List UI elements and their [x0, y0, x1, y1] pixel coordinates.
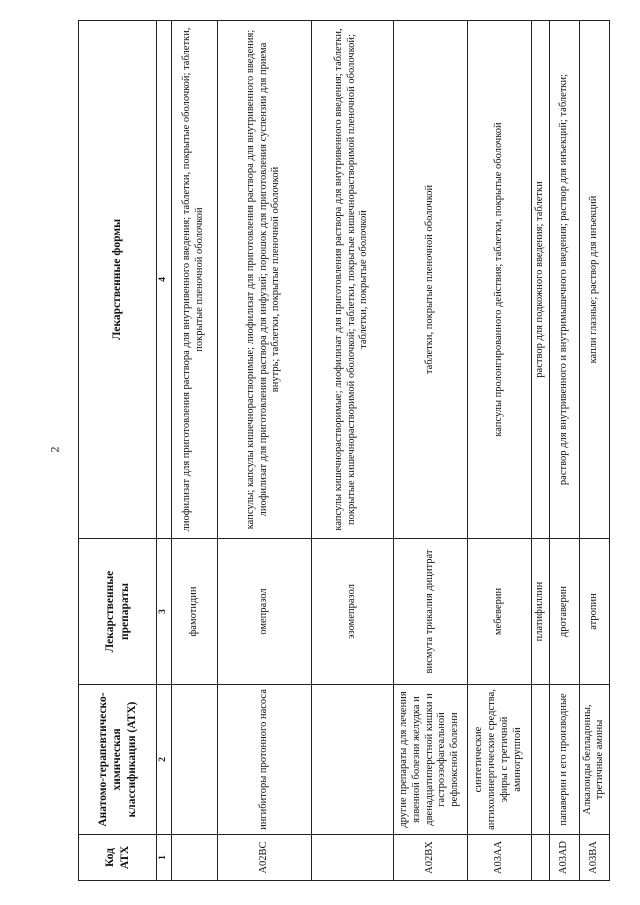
classification-cell: синтетические антихолинергические средства, эфиры с третичной аминогруппой — [467, 685, 531, 835]
table-row — [579, 21, 610, 881]
atx-code-cell: A02BX — [393, 835, 467, 881]
atx-code-cell: A03AD — [549, 835, 579, 881]
column-number-1: 1 — [157, 835, 172, 881]
drug-cell: омепразол — [217, 539, 311, 685]
table-row — [393, 21, 467, 881]
column-number-2: 2 — [157, 685, 172, 835]
header-drugs: Лекарственные препараты — [79, 539, 157, 685]
table-row — [171, 21, 217, 881]
forms-cell: капсулы; капсулы кишечнорастворимые; лиофилизат для приготовления раствора для внутривенного введения; лиофилизат для приготовления раствора для инфузий; порошок для приготовления суспензии для приема внутрь; таблетки, покрытые пленочной оболочкой — [217, 21, 311, 539]
drug-cell: дротаверин — [549, 539, 579, 685]
forms-cell: капли глазные; раствор для инъекций — [579, 21, 610, 539]
header-atx-classification: Анатомо-терапевтическо-химическая классификация (АТХ) — [79, 685, 157, 835]
atx-code-cell: A03BA — [579, 835, 610, 881]
atx-code-cell — [171, 835, 217, 881]
table-row — [311, 21, 393, 881]
classification-cell: ингибиторы протонного насоса — [217, 685, 311, 835]
atx-code-cell: A03AA — [467, 835, 531, 881]
table-sheet — [78, 21, 606, 881]
column-number-3: 3 — [157, 539, 172, 685]
atx-code-cell: A02BC — [217, 835, 311, 881]
drug-cell: атропин — [579, 539, 610, 685]
forms-cell: лиофилизат для приготовления раствора для внутривенного введения; таблетки, покрытые оболочкой; таблетки, покрытые пленочной оболочкой — [171, 21, 217, 539]
drug-cell: эзомепразол — [311, 539, 393, 685]
atx-code-cell — [531, 835, 549, 881]
classification-cell: другие препараты для лечения язвенной болезни желудка и двенадцатиперстной кишки и гастроэзофагеальной рефлюксной болезни — [393, 685, 467, 835]
page-number: 2 — [47, 446, 62, 453]
atx-code-cell — [311, 835, 393, 881]
drug-cell: платифиллин — [531, 539, 549, 685]
classification-cell: папаверин и его производные — [549, 685, 579, 835]
header-dosage-forms: Лекарственные формы — [79, 21, 157, 539]
classification-cell — [531, 685, 549, 835]
forms-cell: капсулы пролонгированного действия; таблетки, покрытые оболочкой — [467, 21, 531, 539]
header-atx-code: Код АТХ — [79, 835, 157, 881]
table-row — [217, 21, 311, 881]
drug-cell: висмута трикалия дицитрат — [393, 539, 467, 685]
table-row — [531, 21, 549, 881]
classification-cell — [171, 685, 217, 835]
column-number-4: 4 — [157, 21, 172, 539]
classification-cell: Алкалоиды белладонны, третичные амины — [579, 685, 610, 835]
forms-cell: раствор для внутривенного и внутримышечного введения; раствор для инъекций; таблетки; — [549, 21, 579, 539]
forms-cell: раствор для подкожного введения; таблетки — [531, 21, 549, 539]
drug-cell: фамотидин — [171, 539, 217, 685]
forms-cell: капсулы кишечнорастворимые; лиофилизат для приготовления раствора для внутривенного введения; таблетки, покрытые кишечнорастворимой оболочкой; таблетки, покрытые кишечнорастворимой пленочной оболочкой; таблетки, покрытые оболочкой — [311, 21, 393, 539]
classification-cell — [311, 685, 393, 835]
table-row — [549, 21, 579, 881]
drug-table — [78, 20, 610, 881]
table-row — [467, 21, 531, 881]
drug-cell: мебеверин — [467, 539, 531, 685]
forms-cell: таблетки, покрытые пленочной оболочкой — [393, 21, 467, 539]
